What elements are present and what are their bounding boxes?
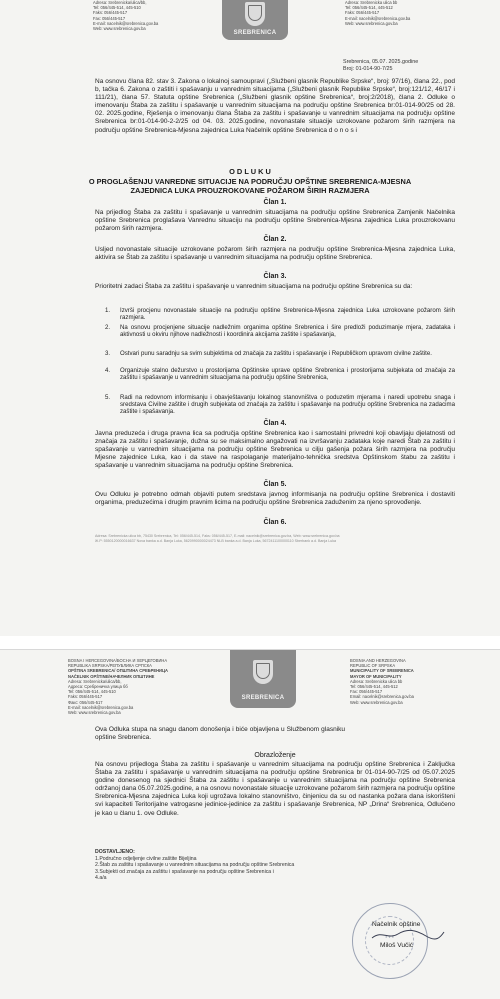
letterhead-line: Web: www.srebrenica.gov.ba — [345, 20, 398, 26]
document-date: Srebrenica, 05.07. 2025.godine — [343, 59, 419, 65]
letterhead-line: BOSNIA AND HERZEGOVINA — [350, 658, 406, 663]
municipality-logo — [222, 0, 288, 40]
letterhead-line: Adresa: Srebrenicka ulica bb — [350, 678, 403, 684]
page-footer — [95, 534, 455, 543]
letterhead-line: Tel: 056/445-514, 445-512 — [345, 5, 393, 11]
coat-of-arms-icon — [245, 2, 265, 26]
letterhead-line: Tel: 056/445-514, 445-510 — [68, 689, 116, 695]
letterhead-line: Tel: 056/445-514, 445-510 — [93, 5, 141, 11]
article-1-heading: Član 1. — [263, 199, 287, 206]
letterhead-line: Fax: 056/445-517 — [93, 15, 126, 21]
list-item-text: Ostvari punu saradnju sa svim subjektima od značaja za zaštitu i spašavanje i Republičkom upravom civilne zaštite. — [120, 350, 432, 357]
letterhead-line: BOSNA I HERCEGOVINA/БОСНА И ХЕРЦЕГОВИНА — [68, 658, 168, 663]
letterhead-line: Faks: 056/445-517 — [93, 10, 128, 16]
list-item: 4.a/a — [95, 875, 107, 882]
list-item-text: Na osnovu procjenjene situacije nadležnim organima opštine Srebrenica i šire predloži poduzimanje mjera, zadataka i aktivnosti u okviru njihove nadležnosti i koordinira akcijama zaštite i spašavanja, — [120, 324, 455, 339]
letterhead-line: REPUBLIKA SRPSKA/РЕПУБЛИКА СРПСКА — [68, 663, 152, 669]
logo-wordmark: SREBRENICA — [233, 30, 277, 36]
entry-into-force-text: Ova Odluka stupa na snagu danom donošenja i biće objavljena u Službenom glasniku opštine Srebrenica. — [95, 726, 345, 742]
list-item-number: 5. — [105, 394, 111, 401]
handwritten-signature-icon — [368, 928, 448, 942]
letterhead-left — [68, 658, 218, 715]
letterhead-line: Адреса: Сребреничка улица бб — [68, 684, 128, 690]
signatory-name: Miloš Vučić — [380, 942, 414, 949]
letterhead-line: E-mail: nacelnik@srebrenica.gov.ba — [345, 15, 411, 21]
list-item: 3.Subjekti od značaja za zaštitu i spašavanje na području opštine Srebrenica i — [95, 868, 274, 875]
signature-title: Načelnik opštine — [372, 921, 421, 928]
letterhead-right — [350, 658, 470, 705]
list-item-text: Izvrši procjenu novonastale situacije na području opštine Srebrenica-Mjesna zajednica Luka uzrokovane požarom širih razmjera. — [120, 307, 455, 322]
letterhead-line: OPŠTINA SREBRENICA/ ОПШТИНА СРЕБРЕНИЦА — [68, 668, 168, 674]
list-item: 2.Štab za zaštitu i spašavanje u vanrednim situacijama na području opštine Srebrenica — [95, 862, 295, 869]
official-stamp: * * * — [352, 903, 428, 979]
article-4-heading: Član 4. — [263, 420, 287, 427]
letterhead-line: Faks: 056/445-517 — [345, 10, 380, 16]
footer-line: Ж.Р: 5550120000016637 Nova banka a.d. Banja Luka, 5620990000024473 NLB banka a.d. Banja Luka, 5672411100000110 Sberbank a.d. Banja Luka — [95, 538, 337, 543]
letterhead-line: Faks: 056/445-517 — [68, 694, 103, 700]
list-item-text: Radi na redovnom informisanju i obavještavanju lokalnog stanovništva o poduzetim mjerama i naredi upotrebu snaga i sredstava Civilne zaštite i drugih subjekata od značaja za zaštitu i spašavanje na području opštine Srebrenica na zadacima zaštite i spašavanja. — [120, 394, 455, 416]
list-item-text: Organizuje stalno dežurstvo u prostorijama Opštinske uprave opštine Srebrenica i prostorijama subjekata od značaja za zaštitu i spašavanje u vanrednim situacijama na području opštine Srebrenica, — [120, 367, 455, 382]
letterhead-line: Adresa: Srebrenicka/ulica/bb, — [68, 678, 122, 684]
list-item-number: 3. — [105, 350, 111, 357]
explanation-heading: Obrazloženje — [254, 752, 296, 759]
letterhead-line: Web: www.srebrenica.gov.ba — [350, 699, 403, 705]
decision-heading: O D L U K U — [229, 167, 271, 176]
explanation-text: Na osnovu prijedloga Štaba za zaštitu i spašavanje u vanrednim situacijama na području opštine Srebrenica i Zaključka Štaba za zaštitu i spašavanje u vanrednim situacijama na području opštine Srebrenica br 01-014-90-7/25 od 05.07.2025 godine donesenog na sjednici Štaba za zaštitu i spašavanje u vanrednim situacijama na području opštine Srebrenica održanoj dana 05.07.2025.godine, a na osnovu novonastale situacije uzrokovane požarom širih razmjera na području opštine Srebrenica-Mjesna zajednica Luka koji ugrožava lokalno stanovništvo, činjenicu da su od nastanka požara dana iskorišteni svi kapaciteti Teritorijalne vatrogasne jedinice-jedinice za zaštitu i spašavanje Srebrenica, NP „Drina“ Srebrenica, Odlučeno je kao u članu 1. ove Odluke. — [95, 761, 455, 817]
letterhead-line: Email: nacelnik@srebrenica.gov.ba — [350, 694, 414, 700]
letterhead-line: Fax: 056/445-517 — [350, 689, 383, 695]
letterhead-line: Факс: 056/445-517 — [68, 699, 103, 705]
article-2-heading: Član 2. — [263, 236, 287, 243]
letterhead-line: NAČELNIK OPŠTINE/НАЧЕЛНИК ОПШТИНЕ — [68, 673, 155, 679]
footer-line: Adresa: Srebrenicka ulica bb, 75430 Srebrenica, Tel: 056/445-514, Faks: 056/445-517, E-mail: nacelnik@srebrenica.gov.ba, Web: www.srebrenica.gov.ba — [95, 534, 340, 538]
article-4-text: Javna preduzeća i druga pravna lica sa područja opštine Srebrenica kao i samostalni privredni koji obavljaju djelatnosti od značaja za zaštitu i spašavanje, dužna su se maksimalno angažovati na izvršavanju zadataka koje naredi Štab za zaštitu i spašavanje u vanrednim situacijama na području opštine Srebrenica u cilju gašenja požara širih razmjera na području Mjesne zajednice Luka, kao i da stave na raspolaganje materijalno-tehnička sredstva Opštinskom štabu za zaštitu i spašavanje u vanrednim situacijama na području opštine Srebrenica. — [95, 430, 455, 470]
letterhead-line: E-mail: nacelnik@srebrenica.gov.ba — [68, 704, 134, 710]
list-item-number: 2. — [105, 324, 111, 331]
list-item-number: 4. — [105, 367, 111, 374]
article-3-heading: Član 3. — [263, 273, 287, 280]
letterhead-line: Adresa: Srebrenicka ulica bb — [345, 0, 398, 5]
list-item: 1.Područno odjeljenje civilne zaštite Bijeljina — [95, 856, 197, 862]
letterhead-line: Web: www.srebrenica.gov.ba — [93, 26, 146, 32]
distribution-heading: DOSTAVLJENO: — [95, 849, 135, 855]
letterhead-line: Adresa: Srebrenicka/ulica/bb, — [93, 0, 147, 5]
letterhead-line: MAYOR OF MUNICIPALITY — [350, 673, 402, 679]
letterhead-line: Tel: 056/445-514, 445-512 — [350, 684, 398, 690]
letterhead-line: E-mail: nacelnik@srebrenica.gov.ba — [93, 20, 159, 26]
distribution-list — [95, 856, 315, 882]
article-5-text: Ovu Odluku je potrebno odmah objaviti putem sredstava javnog informisanja na području opštine Srebrenica i dostaviti organima, preduzećima i drugim pravnim licima na području opštine Srebrenica zaduženim za njeno sprovođenje. — [95, 491, 455, 507]
article-1-text: Na prijedlog Štaba za zaštitu i spašavanje u vanrednim situacijama na području opštine Srebrenica Zamjenik Načelnika opštine Srebrenica proglašava Vanrednu situaciju na području opštine Srebrenica-Mjesna zajednica Luka prouzrokovanu požarom širih razmjera. — [95, 209, 455, 233]
letterhead-line: Web: www.srebrenica.gov.ba — [68, 710, 121, 716]
letterhead-left — [93, 0, 213, 31]
article-3-text: Prioritetni zadaci Štaba za zaštitu i spašavanje u vanrednim situacijama na području opštine Srebrenica su da: — [95, 283, 413, 290]
letterhead-line: REPUBLIC OF SRPSKA — [350, 663, 396, 669]
article-5-heading: Član 5. — [263, 481, 287, 488]
logo-wordmark: SREBRENICA — [241, 695, 285, 701]
decision-title: O PROGLAŠENJU VANREDNE SITUACIJE NA PODRUČJU OPŠTINE SREBRENICA-MJESNA ZAJEDNICA LUKA PROUZROKOVANE POŽAROM ŠIRIH RAZMJERA — [88, 177, 412, 195]
coat-of-arms-icon — [253, 660, 273, 684]
letterhead-line: MUNICIPALITY OF SREBRENICA — [350, 668, 414, 674]
letterhead-right — [345, 0, 465, 26]
article-2-text: Usljed novonastale situacije uzrokovane požarom širih razmjera na području opštine Srebrenica-Mjesna zajednica Luka, aktivira se Štab za zaštitu i spašavanje u vanrednim situacijama na području opštine Srebrenica. — [95, 246, 455, 262]
list-item-number: 1. — [105, 307, 111, 314]
municipality-logo — [230, 650, 296, 708]
document-number: Broj: 01-014-90-7/25 — [343, 66, 393, 72]
article-6-heading: Član 6. — [263, 519, 287, 526]
document-page-2 — [0, 649, 500, 999]
preamble: Na osnovu člana 82. stav 3. Zakona o lokalnoj samoupravi („Službeni glasnik Republike Srpske“, broj: 97/16), člana 22., pod b, tačka 6. Zakona o zaštiti i spašavanju u vanrednim situacijama („Službeni glasnik Republike Srpske“, broj:121/12, 46/17 i 111/21), člana 57. Statuta opštine Srebrenica („Službeni glasnik opštine Srebrenica“, broj:2/2018), člana 2. Odluke o imenovanju Štaba za zaštitu i spašavanje u vanrednim situacijama na području opštine Srebrenica br:01-014-90/25 od 28. 02. 2025.godine, Rješenja o imenovanju člana Štaba za zaštitu i spašavanje u vanrednim situacijama na području opštine Srebrenica br:01-014-90-2-2/25 od 04. 03. 2025.godine, novonastale situacije uzrokovane požarom širih razmjera na području opštine Srebrenica-Mjesna zajednica Luka Načelnik opštine Srebrenica d o n o s i — [95, 78, 455, 134]
